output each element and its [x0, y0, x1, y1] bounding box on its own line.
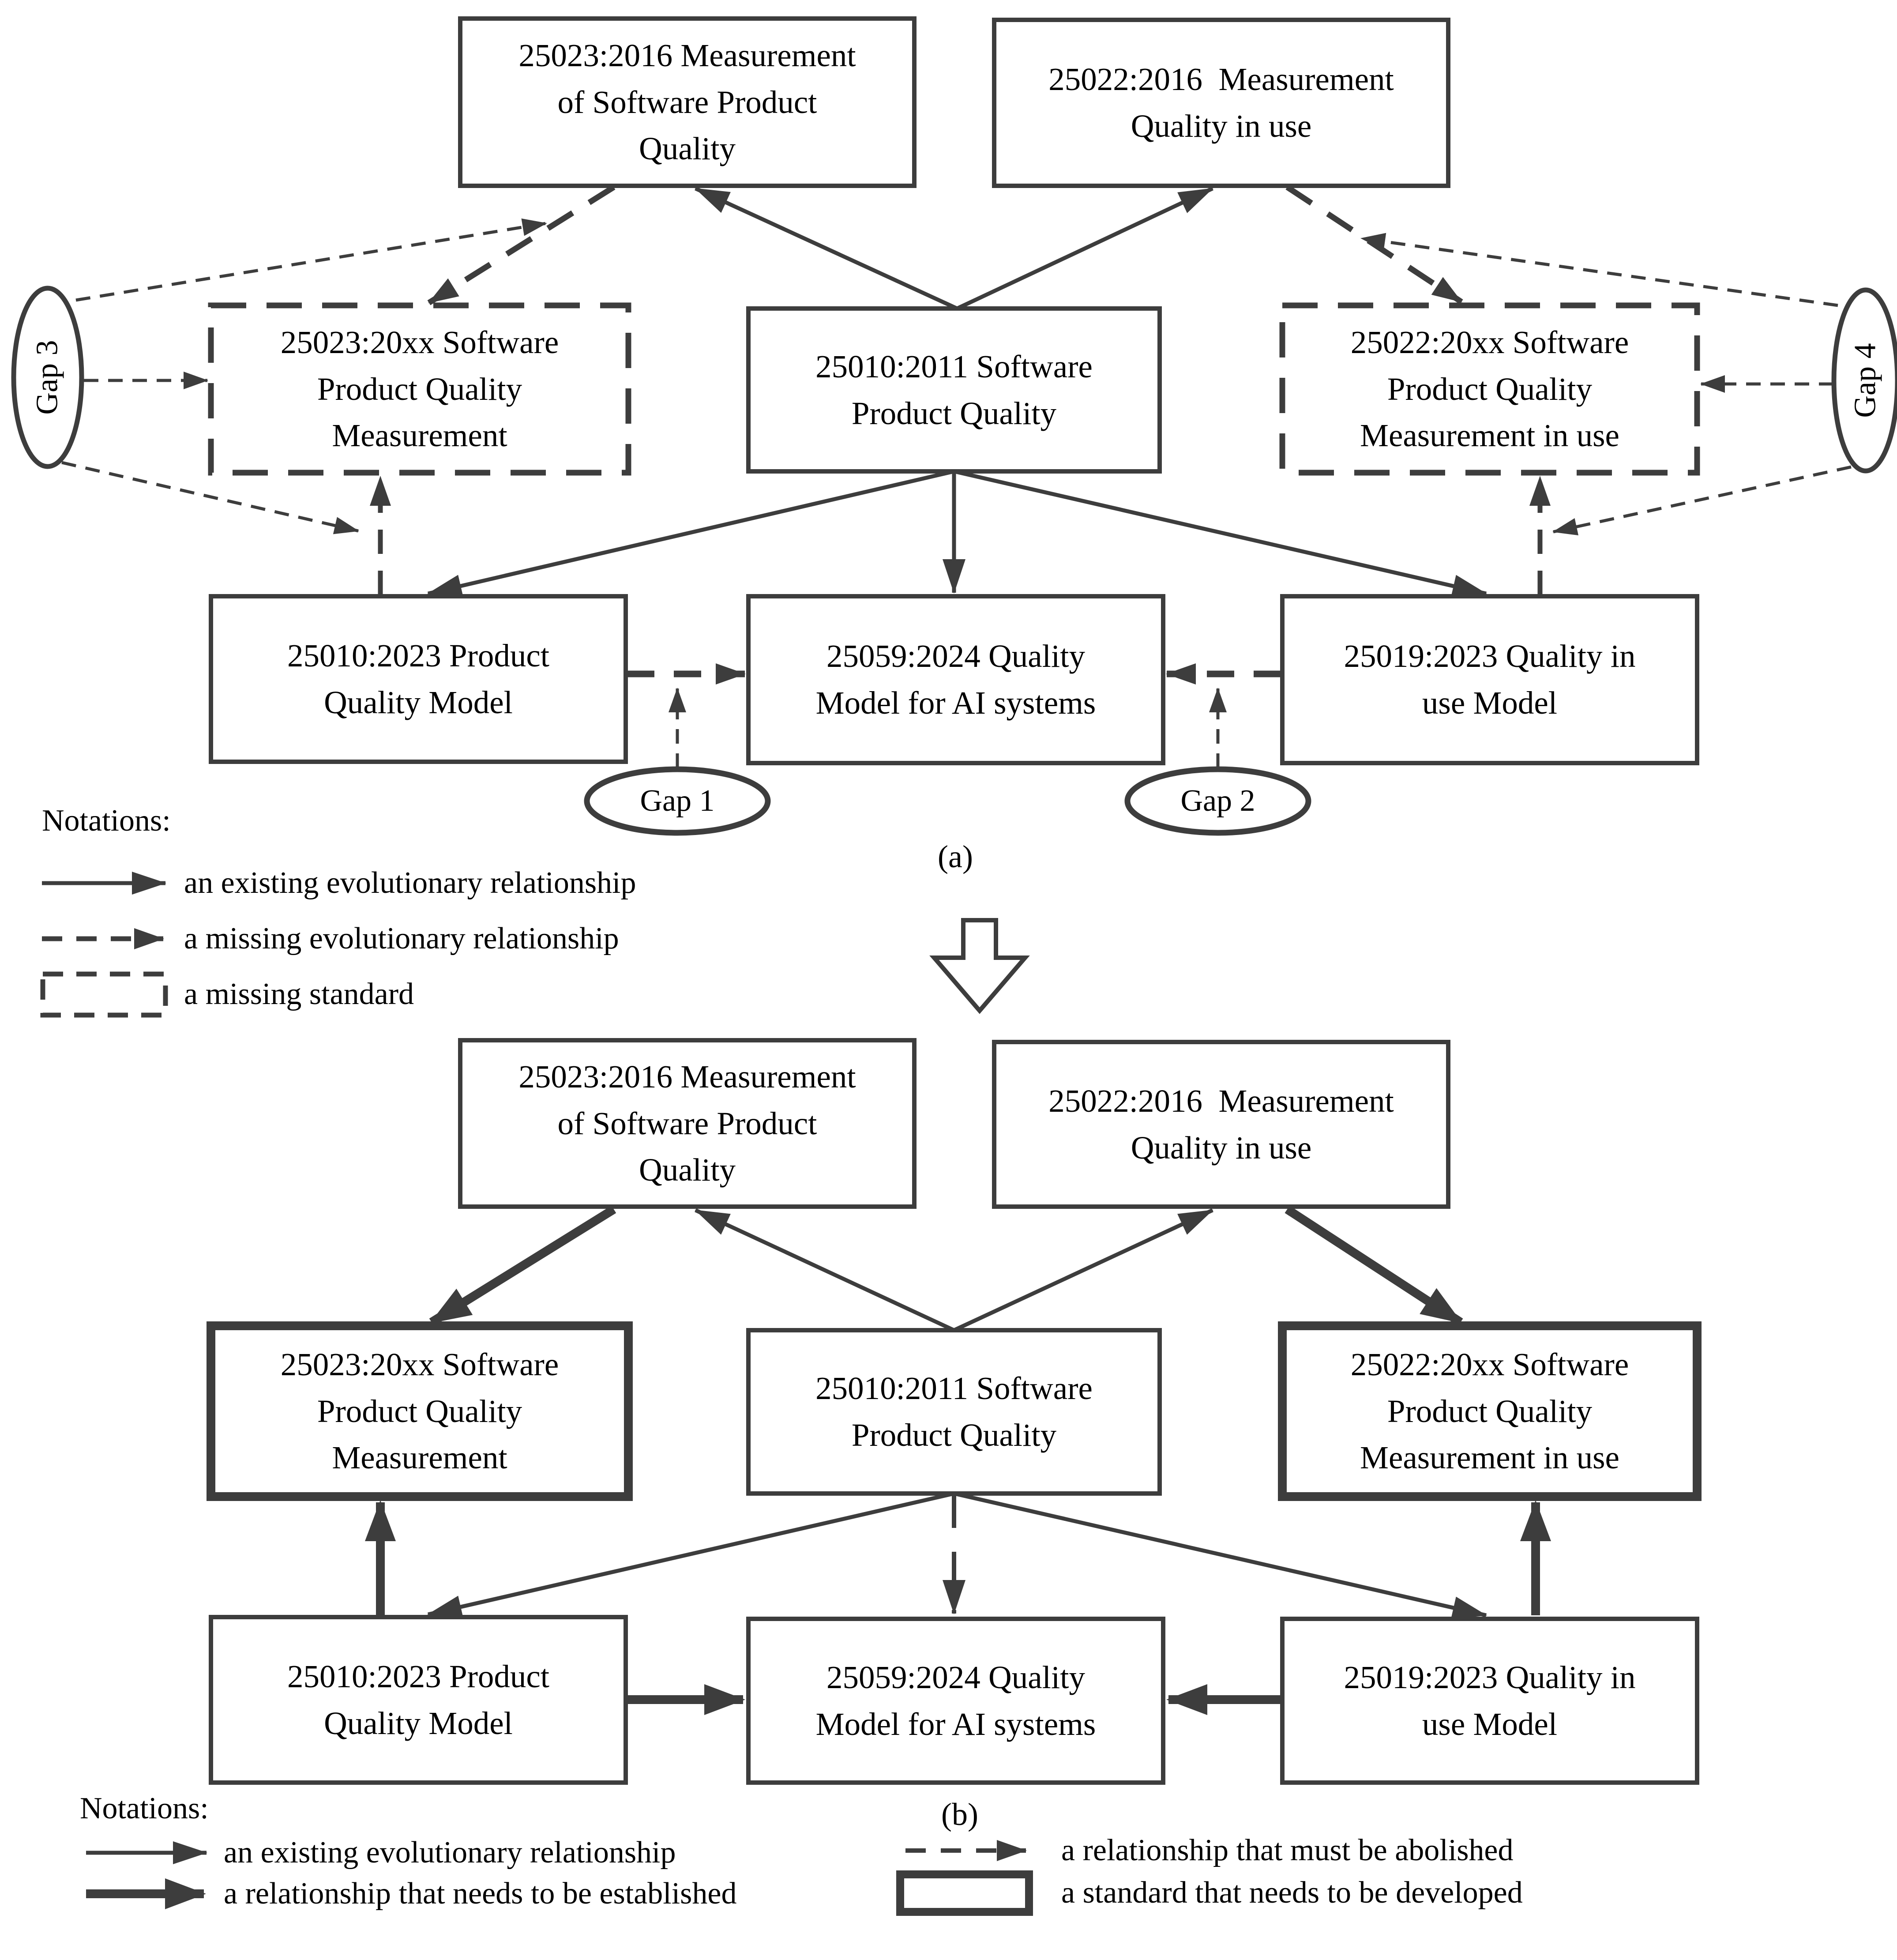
- gap2-label: Gap 2: [1180, 784, 1255, 818]
- label-a-25059-2024: 25059:2024 Quality Model for AI systems: [815, 638, 1096, 721]
- gap4-pointer-lower: [1553, 467, 1851, 532]
- arrow-a-25010to25010-2023: [428, 471, 954, 594]
- legend-b-existing-label: an existing evolutionary relationship: [224, 1836, 676, 1870]
- label-a-25010-2023: 25010:2023 Product Quality Model: [287, 637, 550, 720]
- legend-b-established-label: a relationship that needs to be established: [224, 1877, 737, 1911]
- label-a-25022-20xx: 25022:20xx Software Product Quality Measurement in use: [1350, 324, 1629, 454]
- arrow-b-25010to25022-2016: [954, 1210, 1213, 1330]
- label-b-25019-2023: 25019:2023 Quality in use Model: [1344, 1659, 1636, 1742]
- legend-b-abolished-label: a relationship that must be abolished: [1061, 1833, 1514, 1867]
- notations-a-title: Notations:: [42, 804, 171, 838]
- gap4-label: Gap 4: [1848, 343, 1882, 418]
- arrow-b-25010to25010-2023: [428, 1494, 954, 1614]
- legend-a-missing-std-label: a missing standard: [184, 977, 414, 1011]
- label-b-25022-2016: 25022:2016 Measurement Quality in use: [1048, 1083, 1394, 1166]
- label-a-25023-20xx: 25023:20xx Software Product Quality Measurement: [280, 324, 559, 454]
- arrow-a-25010to25019-2023: [954, 471, 1486, 594]
- legend-b-developed-box: [900, 1874, 1029, 1912]
- legend-a-existing-label: an existing evolutionary relationship: [184, 866, 636, 900]
- transition-down-arrow: [934, 920, 1025, 1011]
- arrow-b-establish-25022-2016-to-20xx: [1287, 1209, 1461, 1322]
- arrow-a-missing-25022-2016-to-20xx: [1287, 187, 1461, 302]
- label-b-25023-20xx: 25023:20xx Software Product Quality Measurement: [280, 1346, 559, 1476]
- gap3-pointer-upper: [76, 223, 546, 300]
- gap3-label: Gap 3: [30, 340, 64, 415]
- figure-a-label: (a): [938, 839, 973, 874]
- label-b-25022-20xx: 25022:20xx Software Product Quality Measurement in use: [1350, 1346, 1629, 1476]
- label-a-25010-2011: 25010:2011 Software Product Quality: [815, 348, 1093, 431]
- notations-b-title: Notations:: [80, 1791, 209, 1825]
- arrow-b-establish-25023-2016-to-20xx: [432, 1209, 614, 1322]
- legend-b-developed-label: a standard that needs to be developed: [1061, 1876, 1523, 1910]
- label-b-25010-2023: 25010:2023 Product Quality Model: [287, 1658, 550, 1741]
- gap4-pointer-upper: [1361, 238, 1838, 305]
- label-a-25022-2016: 25022:2016 Measurement Quality in use: [1048, 61, 1394, 144]
- label-a-25023-2016: 25023:2016 Measurement of Software Product Quality: [518, 37, 856, 167]
- figure-b-label: (b): [941, 1797, 978, 1832]
- arrow-a-25010to25023-2016: [695, 188, 957, 308]
- arrow-a-25010to25022-2016: [957, 188, 1213, 308]
- label-b-25010-2011: 25010:2011 Software Product Quality: [815, 1370, 1093, 1453]
- label-b-25023-2016: 25023:2016 Measurement of Software Product Quality: [518, 1058, 856, 1188]
- gap1-label: Gap 1: [640, 784, 715, 818]
- label-a-25019-2023: 25019:2023 Quality in use Model: [1344, 638, 1636, 721]
- legend-a-missing-box: [43, 974, 165, 1015]
- label-b-25059-2024: 25059:2024 Quality Model for AI systems: [815, 1659, 1096, 1742]
- arrow-a-missing-25023-2016-to-20xx: [429, 187, 614, 303]
- arrow-b-25010to25019-2023: [954, 1494, 1486, 1615]
- legend-a-missing-rel-label: a missing evolutionary relationship: [184, 922, 619, 956]
- arrow-b-25010to25023-2016: [695, 1210, 954, 1330]
